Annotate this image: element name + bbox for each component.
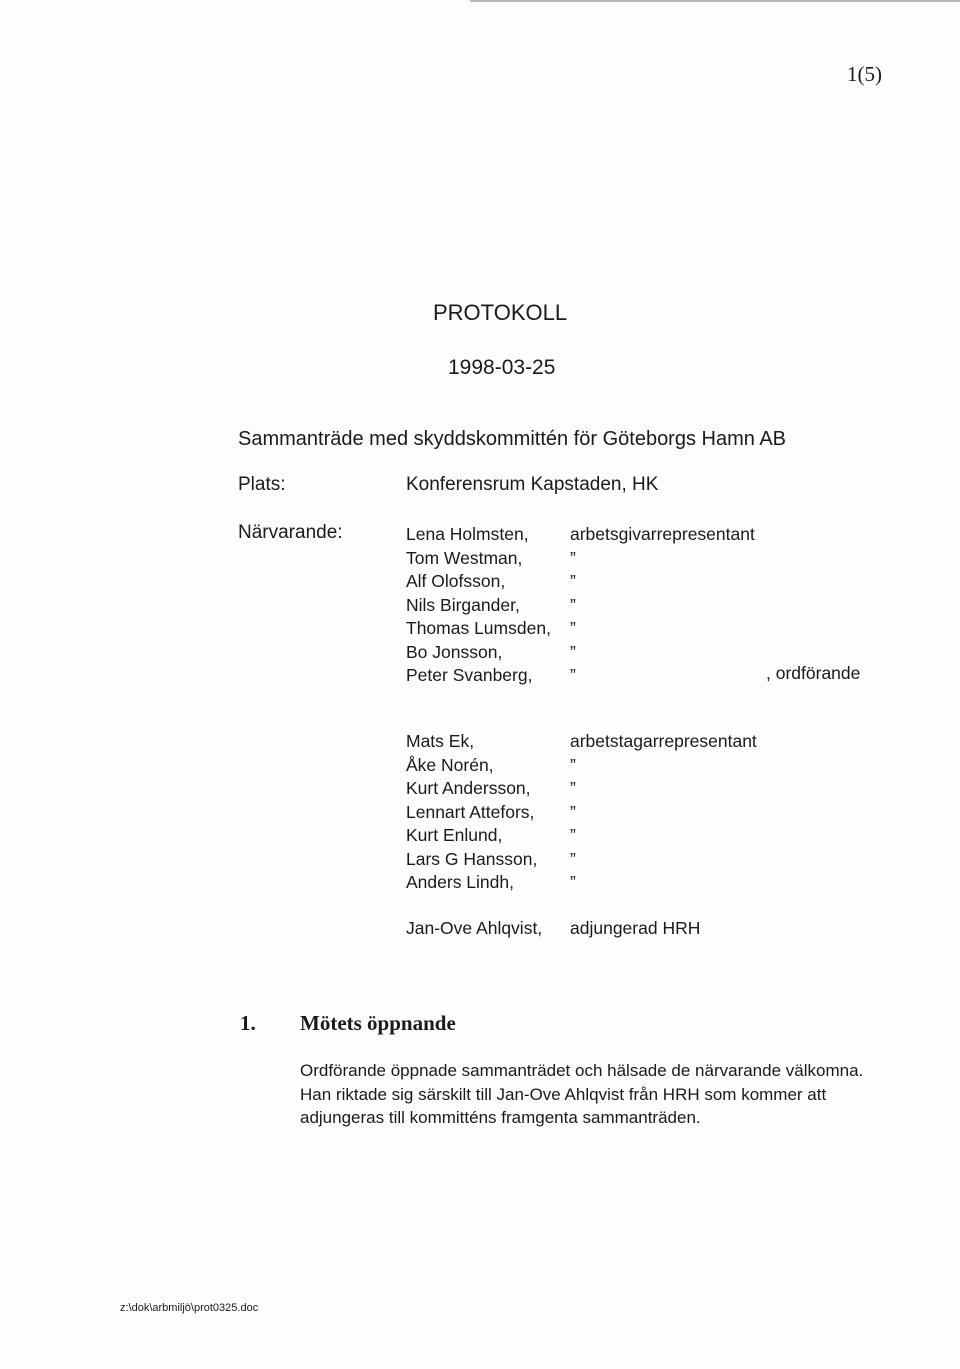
attendee-name: Tom Westman, bbox=[406, 547, 523, 568]
attendee-name: Åke Norén, bbox=[406, 754, 494, 775]
attendee-name: Thomas Lumsden, bbox=[406, 618, 551, 638]
attendee-name: Alf Olofsson, bbox=[406, 571, 506, 591]
attendee-role: ” bbox=[570, 665, 576, 685]
list-item bbox=[406, 570, 766, 594]
attendee-role: ” bbox=[570, 641, 576, 662]
attendee-name: Kurt Andersson, bbox=[406, 778, 531, 798]
attendee-role: arbetsgivarrepresentant bbox=[570, 524, 755, 544]
scan-edge-line bbox=[470, 0, 960, 2]
list-item bbox=[406, 801, 766, 825]
attendee-role: ” bbox=[570, 618, 576, 638]
attendee-role: ” bbox=[570, 571, 576, 591]
list-item bbox=[406, 641, 766, 665]
attendee-role: ” bbox=[570, 872, 576, 892]
attendance-label: Närvarande: bbox=[238, 522, 343, 543]
list-item bbox=[406, 547, 766, 571]
employee-representatives-list bbox=[406, 730, 766, 895]
list-item bbox=[406, 777, 766, 801]
attendee-role: ” bbox=[570, 848, 576, 869]
attendee-role: ” bbox=[570, 778, 576, 798]
list-item bbox=[406, 664, 766, 688]
attendee-name: Lars G Hansson, bbox=[406, 848, 538, 869]
adjunct-list bbox=[406, 917, 766, 941]
document-date: 1998-03-25 bbox=[448, 356, 556, 379]
attendee-name: Kurt Enlund, bbox=[406, 825, 503, 845]
attendee-name: Anders Lindh, bbox=[406, 872, 514, 892]
attendee-name: Lena Holmsten, bbox=[406, 524, 529, 544]
attendee-role: ” bbox=[570, 754, 576, 775]
attendee-name: Mats Ek, bbox=[406, 731, 475, 751]
attendee-role: arbetstagarrepresentant bbox=[570, 731, 757, 751]
list-item bbox=[406, 594, 766, 618]
place-value: Konferensrum Kapstaden, HK bbox=[406, 474, 659, 495]
page-number: 1(5) bbox=[847, 62, 882, 86]
list-item bbox=[406, 824, 766, 848]
list-item bbox=[406, 617, 766, 641]
document-title: PROTOKOLL bbox=[433, 300, 568, 325]
meeting-description: Sammanträde med skyddskommittén för Göteborgs Hamn AB bbox=[238, 428, 787, 450]
section-title: Mötets öppnande bbox=[300, 1011, 456, 1035]
chair-note: , ordförande bbox=[766, 663, 861, 683]
list-item bbox=[406, 730, 766, 754]
section-body: Ordförande öppnade sammanträdet och hälsade de närvarande välkomna. Han riktade sig särskilt till Jan-Ove Ahlqvist från HRH som kommer att adjungeras till kommitténs framgenta sammanträden. bbox=[300, 1061, 864, 1127]
footer-file-path: z:\dok\arbmiljö\prot0325.doc bbox=[120, 1302, 259, 1314]
attendee-role: ” bbox=[570, 594, 576, 615]
list-item bbox=[406, 523, 766, 547]
attendee-role: adjungerad HRH bbox=[570, 918, 701, 938]
list-item bbox=[406, 871, 766, 895]
attendee-name: Jan-Ove Ahlqvist, bbox=[406, 918, 543, 938]
list-item bbox=[406, 917, 766, 941]
attendee-role: ” bbox=[570, 825, 576, 845]
attendee-name: Nils Birgander, bbox=[406, 594, 520, 615]
attendee-name: Lennart Attefors, bbox=[406, 801, 535, 822]
section-number: 1. bbox=[240, 1011, 256, 1035]
employer-representatives-list bbox=[406, 523, 766, 688]
list-item bbox=[406, 754, 766, 778]
place-label: Plats: bbox=[238, 474, 286, 495]
list-item bbox=[406, 848, 766, 872]
attendee-name: Bo Jonsson, bbox=[406, 641, 503, 662]
attendee-role: ” bbox=[570, 801, 576, 822]
attendee-name: Peter Svanberg, bbox=[406, 665, 533, 685]
attendee-role: ” bbox=[570, 547, 576, 568]
